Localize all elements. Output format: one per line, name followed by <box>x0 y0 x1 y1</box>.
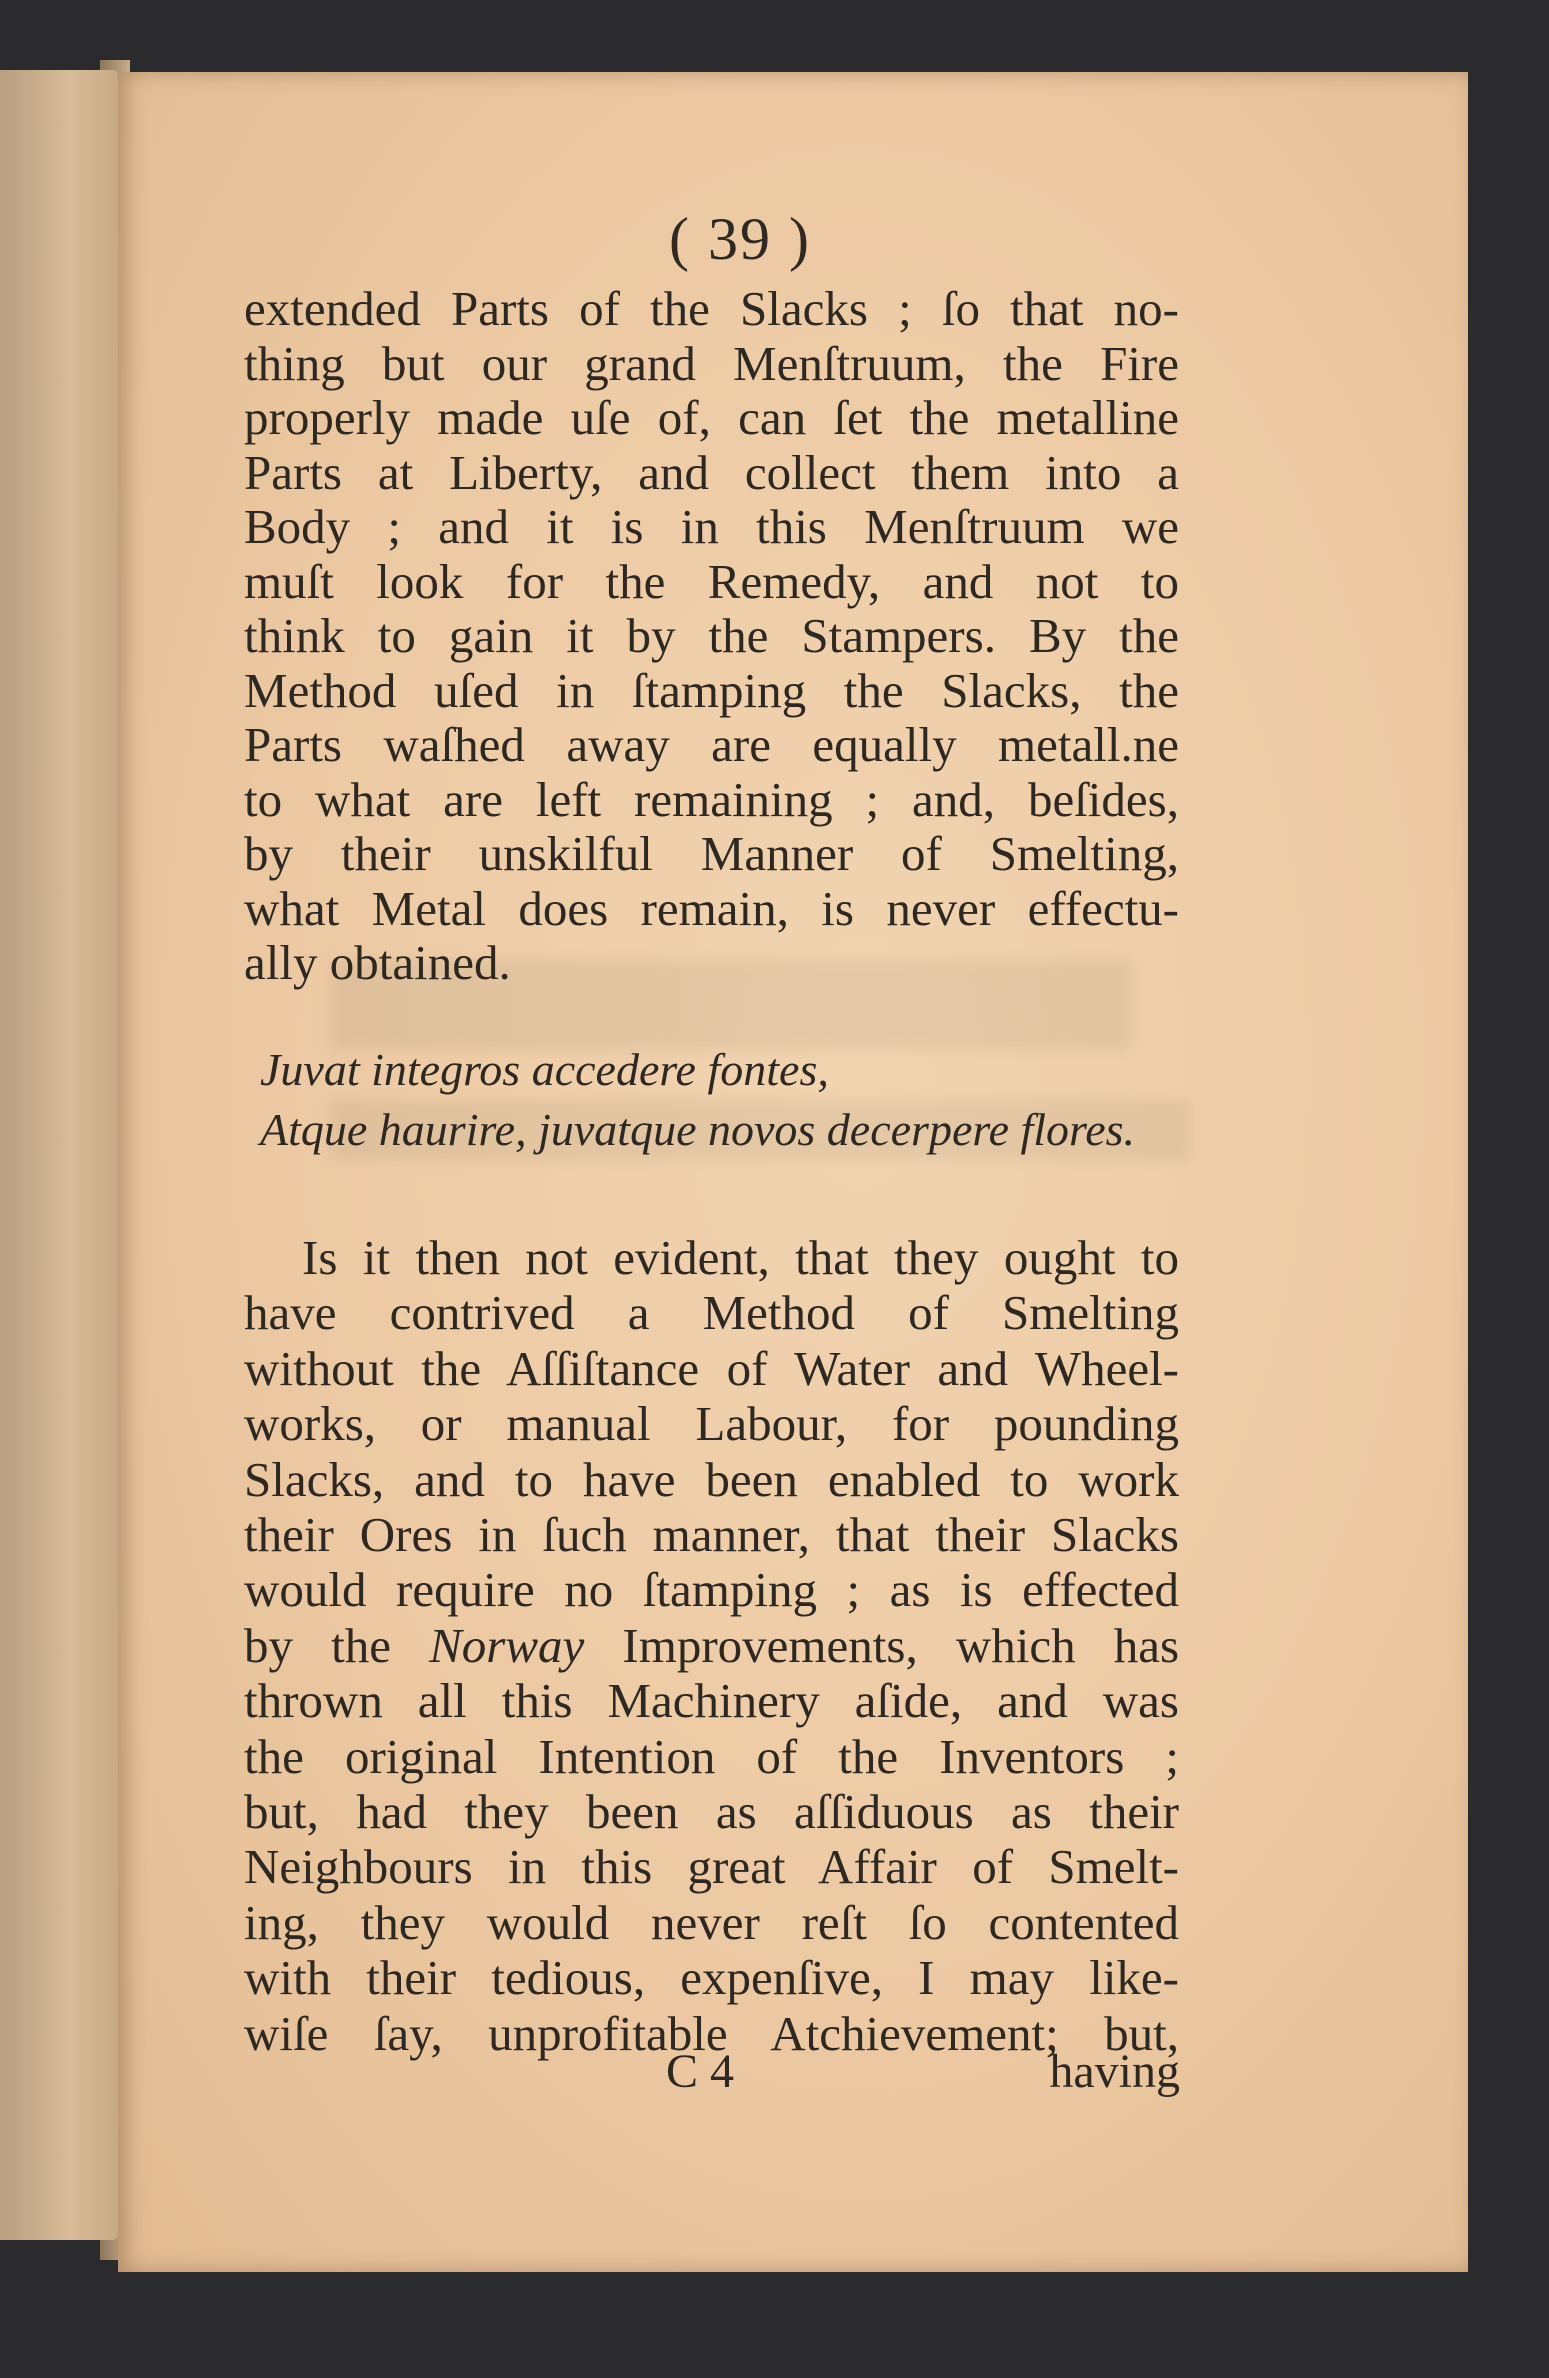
signature-mark: C 4 <box>665 2045 734 2098</box>
text-line: without the Aſſiſtance of Water and Wheel- <box>244 1340 1179 1396</box>
place-name-norway: Norway <box>429 1617 585 1673</box>
paragraph-1 <box>244 282 1179 991</box>
text-line: Body ; and it is in this Menſtruum we <box>244 499 1179 554</box>
text-line: what Metal does remain, is never effectu- <box>244 880 1179 936</box>
text-line: with their tedious, expenſive, I may like- <box>244 1950 1179 2006</box>
text-line: Slacks, and to have been enabled to work <box>244 1451 1179 1507</box>
text-line: by their unskilful Manner of Smelting, <box>244 826 1179 881</box>
text-line: Neighbours in this great Affair of Smelt- <box>244 1839 1179 1895</box>
text-line: properly made uſe of, can ſet the metalline <box>244 390 1179 445</box>
text-line: thing but our grand Menſtruum, the Fire <box>244 335 1179 391</box>
facing-page-edge <box>0 70 118 2240</box>
text-line: wiſe ſay, unprofitable Atchievement; but, <box>244 2005 1179 2061</box>
paragraph-2 <box>244 1230 1179 2061</box>
catchword: having <box>1049 2045 1180 2098</box>
text-line: to what are left remaining ; and, beſides, <box>244 771 1179 827</box>
text-line: Parts at Liberty, and collect them into a <box>244 444 1179 500</box>
text-line: ally obtained. <box>244 935 511 990</box>
text-line: have contrived a Method of Smelting <box>244 1285 1179 1341</box>
text-line: think to gain it by the Stampers. By the <box>244 608 1179 663</box>
quote-line: Juvat integros accedere fontes, <box>260 1044 829 1095</box>
text-line: works, or manual Labour, for pounding <box>244 1396 1179 1452</box>
text-line: extended Parts of the Slacks ; ſo that no- <box>244 281 1179 336</box>
text-fragment: Improvements, which has <box>622 1617 1180 1673</box>
quote-line: Atque haurire, juvatque novos decerpere flores. <box>260 1104 1136 1155</box>
text-line: Method uſed in ſtamping the Slacks, the <box>244 662 1179 718</box>
text-line: Parts waſhed away are equally metall.ne <box>244 717 1179 772</box>
text-line: muſt look for the Remedy, and not to <box>244 553 1179 609</box>
text-line: ing, they would never reſt ſo contented <box>244 1894 1179 1950</box>
text-line: their Ores in ſuch manner, that their Slacks <box>244 1507 1179 1563</box>
page-number: ( 39 ) <box>669 206 811 272</box>
text-line <box>244 1618 1179 1673</box>
text-fragment: by the <box>244 1617 391 1673</box>
latin-quotation <box>260 1040 1160 1160</box>
text-line: but, had they been as aſſiduous as their <box>244 1784 1179 1840</box>
text-line: the original Intention of the Inventors ; <box>244 1728 1179 1784</box>
text-line: would require no ſtamping ; as is effected <box>244 1562 1179 1618</box>
text-line: thrown all this Machinery aſide, and was <box>244 1673 1179 1729</box>
text-line: Is it then not evident, that they ought to <box>302 1230 1179 1285</box>
